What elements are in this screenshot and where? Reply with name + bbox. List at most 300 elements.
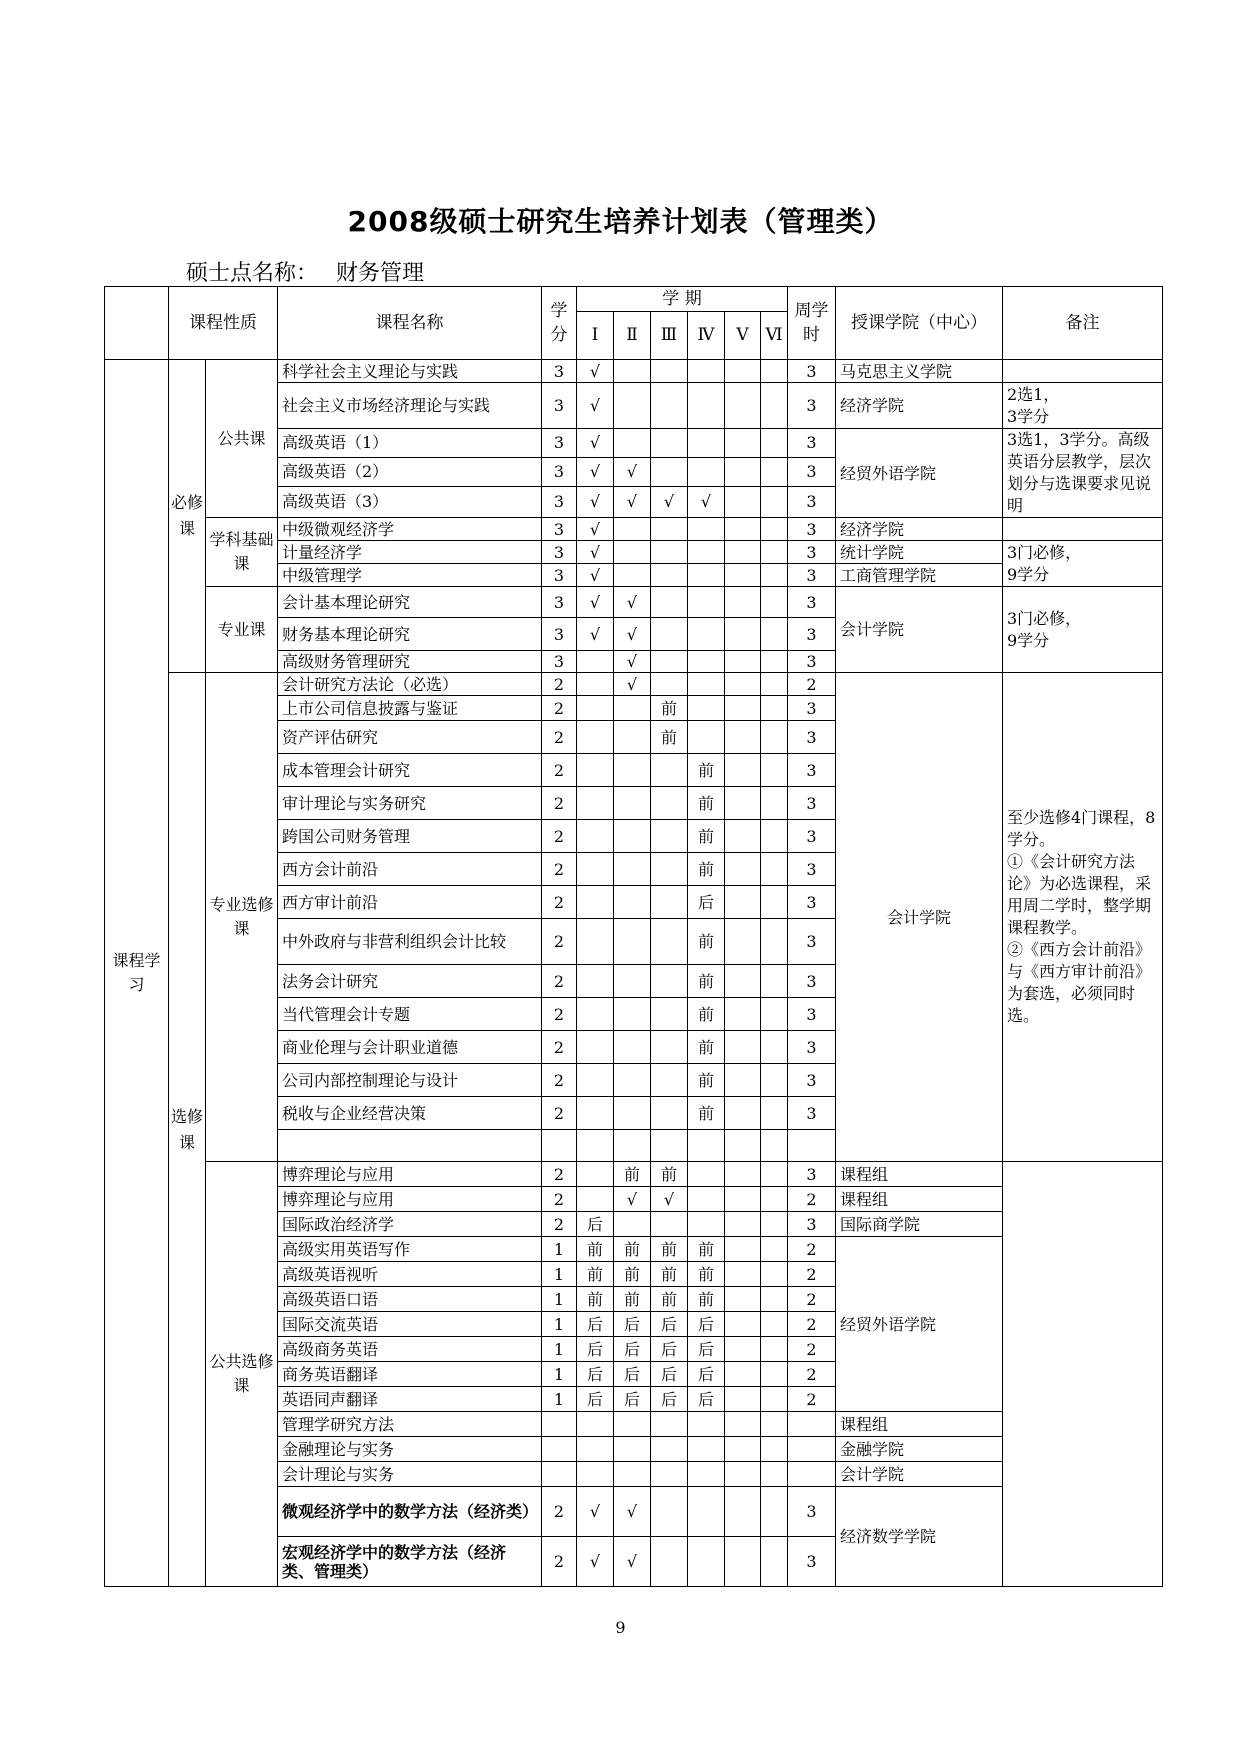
semester-5-mark bbox=[725, 1412, 761, 1437]
semester-4-mark: 前 bbox=[688, 998, 725, 1031]
remark bbox=[1003, 518, 1163, 541]
semester-4-mark: 前 bbox=[688, 820, 725, 853]
page-title: 2008级硕士研究生培养计划表（管理类） bbox=[347, 205, 894, 238]
semester-1-mark bbox=[577, 1031, 614, 1064]
semester-3-mark: 前 bbox=[651, 1287, 688, 1312]
semester-5-mark bbox=[725, 696, 761, 721]
semester-4-mark: 后 bbox=[688, 886, 725, 919]
college: 金融学院 bbox=[836, 1437, 1003, 1462]
semester-1-mark: √ bbox=[577, 383, 614, 429]
weekly-hours: 3 bbox=[788, 1537, 836, 1587]
semester-3-mark bbox=[651, 383, 688, 429]
header-college: 授课学院（中心） bbox=[836, 287, 1003, 360]
course-name: 西方会计前沿 bbox=[278, 853, 542, 886]
course-credit: 2 bbox=[542, 820, 577, 853]
semester-6-mark bbox=[761, 998, 788, 1031]
header-sem-5: Ⅴ bbox=[725, 312, 761, 360]
course-name: 法务会计研究 bbox=[278, 965, 542, 998]
course-credit: 2 bbox=[542, 965, 577, 998]
training-plan-table bbox=[104, 286, 1163, 1587]
semester-6-mark bbox=[761, 360, 788, 383]
semester-5-mark bbox=[725, 429, 761, 458]
course-credit: 1 bbox=[542, 1262, 577, 1287]
semester-3-mark bbox=[651, 1064, 688, 1097]
course-name: 税收与企业经营决策 bbox=[278, 1097, 542, 1130]
college: 工商管理学院 bbox=[836, 564, 1003, 587]
semester-3-mark bbox=[651, 853, 688, 886]
header-note: 备注 bbox=[1003, 287, 1163, 360]
semester-4-mark: 前 bbox=[688, 965, 725, 998]
course-name: 高级英语视听 bbox=[278, 1262, 542, 1287]
course-name: 中级管理学 bbox=[278, 564, 542, 587]
course-credit: 2 bbox=[542, 1031, 577, 1064]
course-credit: 1 bbox=[542, 1287, 577, 1312]
course-name: 社会主义市场经济理论与实践 bbox=[278, 383, 542, 429]
college: 经济学院 bbox=[836, 518, 1003, 541]
semester-4-mark bbox=[688, 1462, 725, 1487]
semester-6-mark bbox=[761, 457, 788, 486]
semester-2-mark: √ bbox=[614, 673, 651, 696]
semester-1-mark bbox=[577, 853, 614, 886]
semester-3-mark: 前 bbox=[651, 696, 688, 721]
college: 马克思主义学院 bbox=[836, 360, 1003, 383]
semester-3-mark bbox=[651, 651, 688, 673]
semester-4-mark bbox=[688, 696, 725, 721]
semester-2-mark bbox=[614, 1462, 651, 1487]
course-credit: 3 bbox=[542, 564, 577, 587]
semester-4-mark bbox=[688, 383, 725, 429]
course-name: 财务基本理论研究 bbox=[278, 618, 542, 651]
semester-3-mark: 后 bbox=[651, 1387, 688, 1412]
course-credit: 1 bbox=[542, 1362, 577, 1387]
course-name: 成本管理会计研究 bbox=[278, 754, 542, 787]
semester-4-mark: 后 bbox=[688, 1387, 725, 1412]
weekly-hours bbox=[788, 1462, 836, 1487]
semester-1-mark bbox=[577, 998, 614, 1031]
semester-6-mark bbox=[761, 787, 788, 820]
semester-6-mark bbox=[761, 518, 788, 541]
semester-3-mark bbox=[651, 541, 688, 564]
semester-3-mark bbox=[651, 1130, 688, 1162]
semester-4-mark bbox=[688, 651, 725, 673]
semester-6-mark bbox=[761, 541, 788, 564]
semester-4-mark bbox=[688, 1537, 725, 1587]
semester-3-mark: 后 bbox=[651, 1362, 688, 1387]
semester-2-mark: √ bbox=[614, 486, 651, 517]
group-required: 必修课 bbox=[169, 360, 206, 673]
college: 经济数学学院 bbox=[836, 1487, 1003, 1587]
semester-5-mark bbox=[725, 1237, 761, 1262]
semester-2-mark bbox=[614, 1130, 651, 1162]
semester-2-mark bbox=[614, 853, 651, 886]
weekly-hours: 3 bbox=[788, 429, 836, 458]
course-name: 管理学研究方法 bbox=[278, 1412, 542, 1437]
semester-5-mark bbox=[725, 587, 761, 618]
semester-5-mark bbox=[725, 721, 761, 754]
semester-6-mark bbox=[761, 1362, 788, 1387]
semester-3-mark bbox=[651, 1537, 688, 1587]
semester-5-mark bbox=[725, 919, 761, 965]
semester-2-mark: √ bbox=[614, 1487, 651, 1537]
semester-3-mark: 后 bbox=[651, 1337, 688, 1362]
semester-5-mark bbox=[725, 1212, 761, 1237]
college: 会计学院 bbox=[836, 587, 1003, 673]
program-line bbox=[186, 256, 442, 287]
header-semester: 学 期 bbox=[577, 287, 788, 312]
semester-5-mark bbox=[725, 1362, 761, 1387]
college: 国际商学院 bbox=[836, 1212, 1003, 1237]
course-name: 英语同声翻译 bbox=[278, 1387, 542, 1412]
weekly-hours: 3 bbox=[788, 696, 836, 721]
semester-4-mark bbox=[688, 673, 725, 696]
course-name: 商务英语翻译 bbox=[278, 1362, 542, 1387]
course-name: 资产评估研究 bbox=[278, 721, 542, 754]
weekly-hours: 3 bbox=[788, 486, 836, 517]
weekly-hours bbox=[788, 1412, 836, 1437]
semester-3-mark bbox=[651, 1097, 688, 1130]
course-credit: 3 bbox=[542, 457, 577, 486]
page-number: 9 bbox=[615, 1618, 626, 1637]
semester-5-mark bbox=[725, 673, 761, 696]
course-name: 高级商务英语 bbox=[278, 1337, 542, 1362]
semester-1-mark: 后 bbox=[577, 1337, 614, 1362]
semester-2-mark bbox=[614, 787, 651, 820]
semester-5-mark bbox=[725, 486, 761, 517]
course-name: 计量经济学 bbox=[278, 541, 542, 564]
semester-4-mark bbox=[688, 1212, 725, 1237]
semester-6-mark bbox=[761, 1130, 788, 1162]
semester-1-mark bbox=[577, 1097, 614, 1130]
semester-3-mark bbox=[651, 919, 688, 965]
remark: 至少选修4门课程，8学分。 ①《会计研究方法论》为必选课程，采用周二学时，整学期课程教学。 ②《西方会计前沿》与《西方审计前沿》为套选，必须同时选。 bbox=[1003, 673, 1163, 1162]
semester-5-mark bbox=[725, 360, 761, 383]
group-elective: 选修课 bbox=[169, 673, 206, 1587]
semester-3-mark bbox=[651, 886, 688, 919]
semester-1-mark: 前 bbox=[577, 1262, 614, 1287]
semester-3-mark bbox=[651, 1437, 688, 1462]
semester-4-mark bbox=[688, 1187, 725, 1212]
course-name: 公司内部控制理论与设计 bbox=[278, 1064, 542, 1097]
course-name: 西方审计前沿 bbox=[278, 886, 542, 919]
semester-2-mark: √ bbox=[614, 1537, 651, 1587]
semester-5-mark bbox=[725, 1031, 761, 1064]
table-row bbox=[105, 673, 1163, 696]
course-name: 商业伦理与会计职业道德 bbox=[278, 1031, 542, 1064]
semester-6-mark bbox=[761, 1437, 788, 1462]
semester-5-mark bbox=[725, 998, 761, 1031]
header-sem-3: Ⅲ bbox=[651, 312, 688, 360]
weekly-hours: 3 bbox=[788, 360, 836, 383]
course-name: 上市公司信息披露与鉴证 bbox=[278, 696, 542, 721]
semester-6-mark bbox=[761, 1462, 788, 1487]
semester-4-mark bbox=[688, 1412, 725, 1437]
semester-4-mark: 前 bbox=[688, 919, 725, 965]
course-name: 会计研究方法论（必选） bbox=[278, 673, 542, 696]
semester-5-mark bbox=[725, 965, 761, 998]
semester-1-mark: √ bbox=[577, 1537, 614, 1587]
header-blank bbox=[105, 287, 169, 360]
weekly-hours: 3 bbox=[788, 820, 836, 853]
college: 经贸外语学院 bbox=[836, 1237, 1003, 1412]
course-name: 国际交流英语 bbox=[278, 1312, 542, 1337]
semester-1-mark bbox=[577, 820, 614, 853]
group-basic: 学科基础课 bbox=[206, 518, 278, 587]
semester-1-mark bbox=[577, 886, 614, 919]
program-label: 硕士点名称： bbox=[186, 261, 319, 286]
semester-6-mark bbox=[761, 1412, 788, 1437]
semester-3-mark bbox=[651, 998, 688, 1031]
semester-1-mark: √ bbox=[577, 360, 614, 383]
course-name: 中级微观经济学 bbox=[278, 518, 542, 541]
semester-6-mark bbox=[761, 1487, 788, 1537]
semester-4-mark bbox=[688, 587, 725, 618]
course-name: 高级实用英语写作 bbox=[278, 1237, 542, 1262]
semester-1-mark: √ bbox=[577, 564, 614, 587]
semester-6-mark bbox=[761, 1212, 788, 1237]
semester-6-mark bbox=[761, 1262, 788, 1287]
semester-3-mark bbox=[651, 787, 688, 820]
semester-6-mark bbox=[761, 1031, 788, 1064]
course-credit: 2 bbox=[542, 1212, 577, 1237]
semester-6-mark bbox=[761, 1287, 788, 1312]
course-credit: 2 bbox=[542, 1487, 577, 1537]
semester-1-mark bbox=[577, 1462, 614, 1487]
semester-1-mark: √ bbox=[577, 618, 614, 651]
semester-2-mark bbox=[614, 919, 651, 965]
program-value: 财务管理 bbox=[336, 261, 425, 286]
remark: 3门必修， 9学分 bbox=[1003, 541, 1163, 587]
semester-4-mark bbox=[688, 541, 725, 564]
semester-2-mark bbox=[614, 360, 651, 383]
course-credit: 2 bbox=[542, 754, 577, 787]
course-name: 宏观经济学中的数学方法（经济类、管理类） bbox=[278, 1537, 542, 1587]
course-credit: 3 bbox=[542, 429, 577, 458]
table-row bbox=[105, 518, 1163, 541]
weekly-hours bbox=[788, 1437, 836, 1462]
semester-1-mark: √ bbox=[577, 429, 614, 458]
course-credit bbox=[542, 1130, 577, 1162]
group-major: 专业课 bbox=[206, 587, 278, 673]
semester-6-mark bbox=[761, 1162, 788, 1187]
semester-1-mark bbox=[577, 651, 614, 673]
semester-1-mark: √ bbox=[577, 457, 614, 486]
college: 课程组 bbox=[836, 1412, 1003, 1437]
semester-1-mark: 后 bbox=[577, 1362, 614, 1387]
semester-2-mark bbox=[614, 820, 651, 853]
course-credit: 1 bbox=[542, 1337, 577, 1362]
weekly-hours: 3 bbox=[788, 1487, 836, 1537]
semester-6-mark bbox=[761, 1237, 788, 1262]
weekly-hours: 3 bbox=[788, 587, 836, 618]
semester-4-mark bbox=[688, 518, 725, 541]
college: 统计学院 bbox=[836, 541, 1003, 564]
course-credit: 2 bbox=[542, 998, 577, 1031]
semester-2-mark: 前 bbox=[614, 1237, 651, 1262]
semester-2-mark bbox=[614, 721, 651, 754]
course-name: 微观经济学中的数学方法（经济类） bbox=[278, 1487, 542, 1537]
semester-1-mark: 后 bbox=[577, 1387, 614, 1412]
header-sem-1: Ⅰ bbox=[577, 312, 614, 360]
weekly-hours bbox=[788, 1130, 836, 1162]
semester-2-mark bbox=[614, 965, 651, 998]
semester-5-mark bbox=[725, 820, 761, 853]
semester-5-mark bbox=[725, 1262, 761, 1287]
course-name: 博弈理论与应用 bbox=[278, 1187, 542, 1212]
weekly-hours: 3 bbox=[788, 886, 836, 919]
semester-4-mark bbox=[688, 360, 725, 383]
semester-2-mark bbox=[614, 429, 651, 458]
course-name: 高级英语（3） bbox=[278, 486, 542, 517]
semester-4-mark: 前 bbox=[688, 1237, 725, 1262]
course-name: 当代管理会计专题 bbox=[278, 998, 542, 1031]
header-hours: 周学时 bbox=[788, 287, 836, 360]
semester-2-mark bbox=[614, 1064, 651, 1097]
semester-2-mark bbox=[614, 754, 651, 787]
semester-2-mark bbox=[614, 696, 651, 721]
semester-5-mark bbox=[725, 1537, 761, 1587]
weekly-hours: 3 bbox=[788, 754, 836, 787]
weekly-hours: 2 bbox=[788, 1287, 836, 1312]
semester-6-mark bbox=[761, 651, 788, 673]
semester-6-mark bbox=[761, 965, 788, 998]
semester-3-mark: 前 bbox=[651, 1237, 688, 1262]
header-sem-4: Ⅳ bbox=[688, 312, 725, 360]
semester-3-mark bbox=[651, 429, 688, 458]
semester-6-mark bbox=[761, 1312, 788, 1337]
semester-1-mark: √ bbox=[577, 1487, 614, 1537]
course-name: 国际政治经济学 bbox=[278, 1212, 542, 1237]
course-name: 科学社会主义理论与实践 bbox=[278, 360, 542, 383]
semester-3-mark bbox=[651, 820, 688, 853]
course-credit: 3 bbox=[542, 651, 577, 673]
course-credit: 3 bbox=[542, 541, 577, 564]
weekly-hours: 3 bbox=[788, 853, 836, 886]
course-credit: 1 bbox=[542, 1312, 577, 1337]
course-credit: 3 bbox=[542, 360, 577, 383]
semester-1-mark bbox=[577, 787, 614, 820]
semester-5-mark bbox=[725, 518, 761, 541]
semester-4-mark bbox=[688, 721, 725, 754]
semester-2-mark bbox=[614, 1412, 651, 1437]
semester-1-mark bbox=[577, 754, 614, 787]
semester-6-mark bbox=[761, 673, 788, 696]
semester-3-mark bbox=[651, 564, 688, 587]
college: 课程组 bbox=[836, 1187, 1003, 1212]
weekly-hours: 3 bbox=[788, 541, 836, 564]
table-row bbox=[105, 360, 1163, 383]
remark: 2选1， 3学分 bbox=[1003, 383, 1163, 429]
semester-5-mark bbox=[725, 1487, 761, 1537]
weekly-hours: 2 bbox=[788, 1187, 836, 1212]
semester-1-mark bbox=[577, 1162, 614, 1187]
semester-4-mark: 前 bbox=[688, 754, 725, 787]
semester-5-mark bbox=[725, 1187, 761, 1212]
course-credit: 2 bbox=[542, 787, 577, 820]
college: 会计学院 bbox=[836, 673, 1003, 1162]
weekly-hours: 2 bbox=[788, 1262, 836, 1287]
semester-6-mark bbox=[761, 754, 788, 787]
course-credit bbox=[542, 1437, 577, 1462]
semester-1-mark bbox=[577, 965, 614, 998]
semester-4-mark: 后 bbox=[688, 1362, 725, 1387]
semester-4-mark: 前 bbox=[688, 853, 725, 886]
semester-4-mark bbox=[688, 1437, 725, 1462]
remark: 3选1，3学分。高级英语分层教学，层次划分与选课要求见说明 bbox=[1003, 429, 1163, 518]
weekly-hours: 3 bbox=[788, 457, 836, 486]
semester-6-mark bbox=[761, 486, 788, 517]
semester-3-mark bbox=[651, 1031, 688, 1064]
course-credit: 2 bbox=[542, 673, 577, 696]
semester-5-mark bbox=[725, 1130, 761, 1162]
semester-3-mark bbox=[651, 965, 688, 998]
weekly-hours: 3 bbox=[788, 618, 836, 651]
weekly-hours: 2 bbox=[788, 1237, 836, 1262]
semester-3-mark bbox=[651, 587, 688, 618]
course-credit: 3 bbox=[542, 486, 577, 517]
semester-6-mark bbox=[761, 1387, 788, 1412]
course-name: 高级英语（2） bbox=[278, 457, 542, 486]
course-credit: 3 bbox=[542, 383, 577, 429]
semester-1-mark: 前 bbox=[577, 1237, 614, 1262]
header-credit: 学分 bbox=[542, 287, 577, 360]
weekly-hours: 3 bbox=[788, 564, 836, 587]
semester-1-mark bbox=[577, 1130, 614, 1162]
semester-3-mark bbox=[651, 1462, 688, 1487]
weekly-hours: 3 bbox=[788, 1162, 836, 1187]
group-public-elective: 公共选修课 bbox=[206, 1162, 278, 1587]
semester-2-mark bbox=[614, 1097, 651, 1130]
semester-3-mark bbox=[651, 754, 688, 787]
semester-3-mark: 前 bbox=[651, 721, 688, 754]
semester-4-mark: 前 bbox=[688, 1031, 725, 1064]
semester-2-mark: √ bbox=[614, 457, 651, 486]
course-name: 会计基本理论研究 bbox=[278, 587, 542, 618]
course-name: 高级英语口语 bbox=[278, 1287, 542, 1312]
semester-3-mark bbox=[651, 1487, 688, 1537]
semester-2-mark: 前 bbox=[614, 1287, 651, 1312]
semester-3-mark: 前 bbox=[651, 1162, 688, 1187]
semester-2-mark bbox=[614, 1031, 651, 1064]
header-sem-2: Ⅱ bbox=[614, 312, 651, 360]
remark: 3门必修， 9学分 bbox=[1003, 587, 1163, 673]
semester-3-mark: √ bbox=[651, 486, 688, 517]
weekly-hours: 3 bbox=[788, 651, 836, 673]
semester-2-mark bbox=[614, 541, 651, 564]
course-credit: 1 bbox=[542, 1387, 577, 1412]
course-credit: 2 bbox=[542, 1162, 577, 1187]
semester-5-mark bbox=[725, 383, 761, 429]
semester-5-mark bbox=[725, 886, 761, 919]
header-nature: 课程性质 bbox=[169, 287, 278, 360]
semester-4-mark: 前 bbox=[688, 1097, 725, 1130]
semester-4-mark bbox=[688, 1130, 725, 1162]
semester-6-mark bbox=[761, 1537, 788, 1587]
semester-5-mark bbox=[725, 1162, 761, 1187]
semester-4-mark bbox=[688, 457, 725, 486]
semester-1-mark: 前 bbox=[577, 1287, 614, 1312]
semester-5-mark bbox=[725, 1337, 761, 1362]
college: 经贸外语学院 bbox=[836, 429, 1003, 518]
semester-5-mark bbox=[725, 754, 761, 787]
college: 经济学院 bbox=[836, 383, 1003, 429]
weekly-hours: 3 bbox=[788, 919, 836, 965]
semester-5-mark bbox=[725, 787, 761, 820]
semester-1-mark bbox=[577, 1412, 614, 1437]
semester-1-mark bbox=[577, 1187, 614, 1212]
course-credit: 2 bbox=[542, 919, 577, 965]
semester-5-mark bbox=[725, 1437, 761, 1462]
semester-4-mark bbox=[688, 564, 725, 587]
